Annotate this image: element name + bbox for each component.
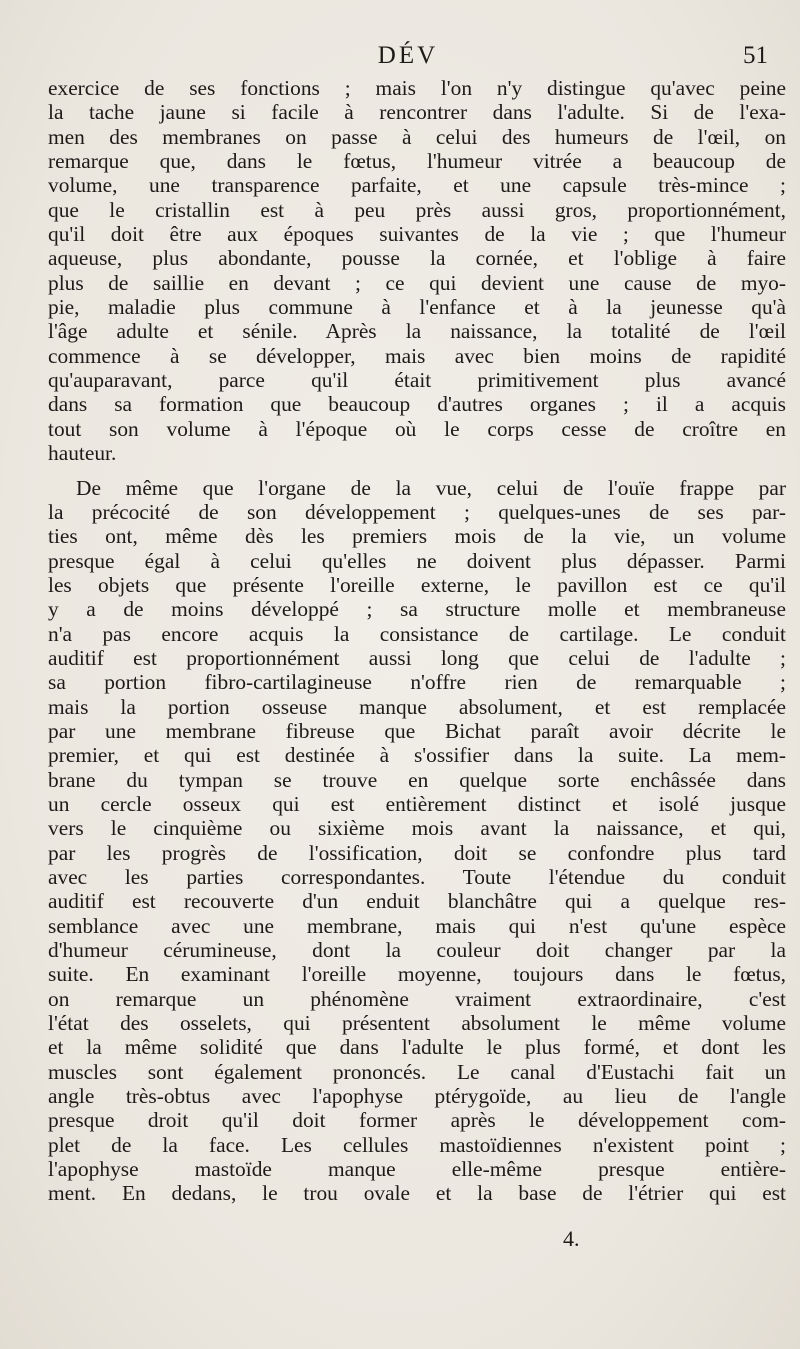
text-line: d'humeur cérumineuse, dont la couleur doit changer par la (48, 938, 786, 963)
text-line: qu'il doit être aux époques suivantes de la vie ; que l'humeur (48, 222, 786, 247)
text-line: ties ont, même dès les premiers mois de la vie, un volume (48, 524, 786, 549)
text-line: que le cristallin est à peu près aussi gros, proportionnément, (48, 197, 786, 222)
text-line: y a de moins développé ; sa structure molle et membraneuse (48, 597, 786, 622)
text-line: exercice de ses fonctions ; mais l'on n'y distingue qu'avec peine (48, 76, 786, 100)
text-line: aqueuse, plus abondante, pousse la cornée, et l'oblige à faire (48, 246, 786, 271)
text-line: avec les parties correspondantes. Toute l'étendue du conduit (48, 865, 786, 889)
text-line: remarque que, dans le fœtus, l'humeur vitrée a beaucoup de (48, 149, 786, 174)
text-line: commence à se développer, mais avec bien moins de rapidité (48, 343, 786, 368)
text-line: l'état des osselets, qui présentent absolument le même volume (48, 1011, 786, 1036)
text-line: De même que l'organe de la vue, celui de l'ouïe frappe par (76, 475, 786, 500)
text-line: n'a pas encore acquis la consistance de cartilage. Le conduit (48, 621, 786, 646)
text-line: men des membranes on passe à celui des humeurs de l'œil, on (48, 124, 786, 149)
text-line: les objets que présente l'oreille externe, le pavillon est ce qu'il (48, 572, 786, 597)
text-line: on remarque un phénomène vraiment extraordinaire, c'est (48, 986, 786, 1011)
paragraph (48, 76, 786, 466)
text-line: la précocité de son développement ; quelques-unes de ses par- (48, 499, 786, 524)
paragraph-gap (48, 466, 786, 476)
running-head-title: DÉV (377, 42, 439, 69)
text-line: l'apophyse mastoïde manque elle-même presque entière- (48, 1157, 786, 1182)
running-head (48, 42, 768, 74)
text-line: par les progrès de l'ossification, doit se confondre plus tard (48, 840, 786, 865)
text-line: ment. En dedans, le trou ovale et la base de l'étrier qui est (48, 1181, 786, 1206)
text-line: la tache jaune si facile à rencontrer dans l'adulte. Si de l'exa- (48, 100, 786, 125)
text-line: brane du tympan se trouve en quelque sorte enchâssée dans (48, 767, 786, 792)
text-line: angle très-obtus avec l'apophyse ptérygoïde, au lieu de l'angle (48, 1084, 786, 1109)
text-line: pie, maladie plus commune à l'enfance et à la jeunesse qu'à (48, 295, 786, 320)
text-line: un cercle osseux qui est entièrement distinct et isolé jusque (48, 791, 786, 816)
text-line: l'âge adulte et sénile. Après la naissance, la totalité de l'œil (48, 319, 786, 344)
text-line: auditif est proportionnément aussi long que celui de l'adulte ; (48, 645, 786, 670)
text-line: muscles sont également prononcés. Le canal d'Eustachi fait un (48, 1059, 786, 1084)
text-line: suite. En examinant l'oreille moyenne, toujours dans le fœtus, (48, 962, 786, 987)
body-text (48, 76, 786, 1206)
paragraph (48, 476, 786, 1206)
text-line: tout son volume à l'époque où le corps cesse de croître en (48, 416, 786, 441)
page-number: 51 (743, 42, 768, 69)
text-line: plus de saillie en devant ; ce qui devient une cause de myo- (48, 270, 786, 295)
text-line: auditif est recouverte d'un enduit blanchâtre qui a quelque res- (48, 889, 786, 914)
text-line: qu'auparavant, parce qu'il était primitivement plus avancé (48, 368, 786, 393)
text-line: et la même solidité que dans l'adulte le plus formé, et dont les (48, 1035, 786, 1060)
text-line: hauteur. (48, 441, 117, 466)
signature-mark: 4. (563, 1226, 580, 1251)
text-line: vers le cinquième ou sixième mois avant la naissance, et qui, (48, 816, 786, 841)
text-line: par une membrane fibreuse que Bichat paraît avoir décrite le (48, 718, 786, 743)
text-line: dans sa formation que beaucoup d'autres organes ; il a acquis (48, 392, 786, 417)
text-line: sa portion fibro-cartilagineuse n'offre rien de remarquable ; (48, 670, 786, 695)
text-line: premier, et qui est destinée à s'ossifier dans la suite. La mem- (48, 743, 786, 768)
text-line: mais la portion osseuse manque absolument, et est remplacée (48, 694, 786, 719)
text-line: semblance avec une membrane, mais qui n'est qu'une espèce (48, 913, 786, 938)
text-line: plet de la face. Les cellules mastoïdiennes n'existent point ; (48, 1132, 786, 1157)
text-line: presque droit qu'il doit former après le développement com- (48, 1108, 786, 1133)
text-line: volume, une transparence parfaite, et une capsule très-mince ; (48, 173, 786, 198)
text-line: presque égal à celui qu'elles ne doivent plus dépasser. Parmi (48, 548, 786, 573)
